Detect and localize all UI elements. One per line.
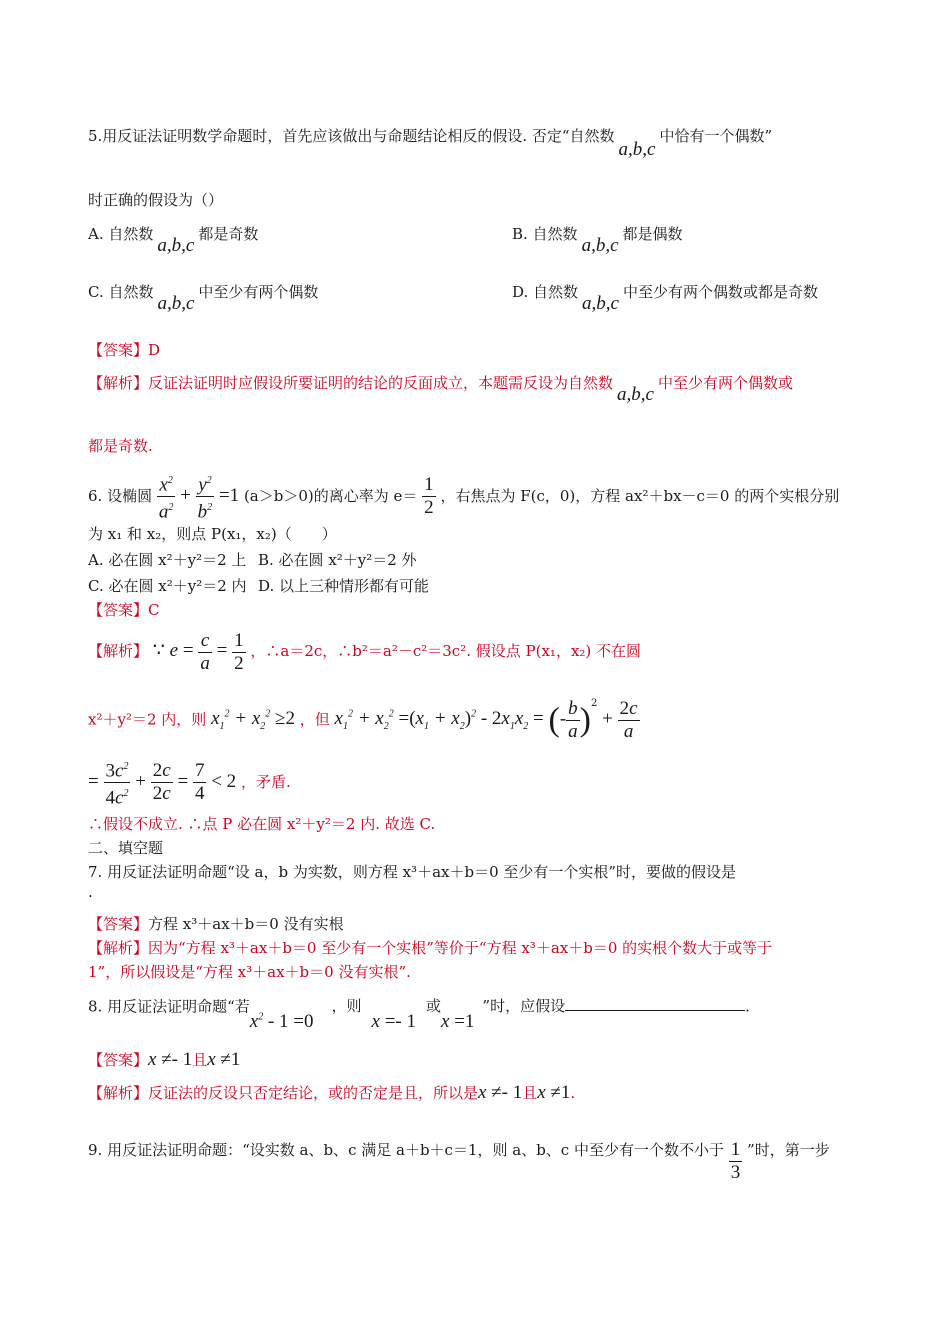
q5-option-d (512, 282, 818, 314)
y2-over-b2: $\frac{y^2}{b^2}$ (196, 470, 215, 524)
analysis-text: ，∴a＝2c，∴b²＝a²－c²＝3c². 假设点 P(x₁，x₂) 不在圆 (250, 642, 642, 660)
q8-answer (88, 1050, 240, 1070)
right-paren: ) (579, 701, 591, 739)
q5-stem-text-2: 中恰有一个偶数” (659, 127, 773, 145)
analysis-end: . (570, 1084, 576, 1102)
section-heading: 二、填空题 (88, 839, 164, 857)
answer-tag: 【答案】 (88, 1051, 149, 1069)
q6-condition: (a＞b＞0)的离心率为 e＝ (243, 486, 418, 505)
answer-value: C (148, 601, 160, 619)
answer-blank[interactable] (565, 996, 745, 1011)
abc-math: a,b,c (581, 235, 619, 256)
equals-sign: = (177, 770, 189, 792)
analysis-text-2: 中至少有两个偶数或 (657, 374, 793, 392)
q6-solution-line1 (88, 628, 641, 675)
because-e-equals: ∵ e = (152, 640, 194, 661)
analysis-text: 反证法证明时应假设所要证明的结论的反面成立，本题需反设为自然数 (148, 374, 614, 392)
c-over-a: $\frac{c}{a}$ (200, 629, 210, 674)
analysis-tag: 【解析】 (88, 1084, 149, 1102)
q5-analysis-line2: 都是奇数. (88, 437, 153, 455)
q6-option-d: D. 以上三种情形都有可能 (258, 577, 430, 595)
q7-stem-dot: . (88, 883, 93, 901)
answer-tag: 【答案】 (88, 915, 149, 933)
half-fraction: $\frac{1}{2}$ (234, 629, 244, 674)
q9-stem-text: 9. 用反证法证明命题：“设实数 a、b、c 满足 a＋b＋c＝1，则 a、b、c 中至少有一个数不小于 (88, 1141, 724, 1159)
analysis-tag: 【解析】 (88, 939, 149, 957)
x-neq-minus-1: x ≠- 1 (148, 1049, 193, 1070)
q8-analysis (88, 1083, 575, 1103)
answer-tag: 【答案】 (88, 341, 149, 359)
answer-value: 方程 x³＋ax＋b＝0 没有实根 (148, 915, 344, 933)
x-eq-1: x =1 (441, 1011, 475, 1033)
left-paren: ( (548, 701, 560, 739)
square-exponent: 2 (591, 698, 598, 710)
q8-stem-text-3: 或 (425, 997, 441, 1016)
q8-stem-text-5: . (745, 997, 750, 1016)
x2-minus-1-eq-0: $x^2 - 1 =0$ (249, 1011, 314, 1033)
one-third: $\frac{1}{3}$ (730, 1138, 741, 1183)
option-text: 中至少有两个偶数 (198, 283, 319, 301)
option-label: C. 自然数 (88, 283, 154, 301)
and-word: 且 (522, 1084, 538, 1102)
q9-stem (88, 1128, 830, 1183)
and-word: 且 (192, 1051, 208, 1069)
x-neq-minus-1: x ≠- 1 (478, 1082, 523, 1103)
q6-option-b: B. 必在圆 x²＋y²＝2 外 (258, 551, 417, 569)
option-text: 都是奇数 (198, 225, 259, 243)
option-label: D. 自然数 (512, 283, 579, 301)
less-than-two: < 2 (211, 770, 237, 792)
abc-math: a,b,c (157, 293, 195, 314)
2c-over-a: $\frac{2c}{a}$ (619, 697, 638, 742)
analysis-tag: 【解析】 (88, 374, 149, 392)
q6-answer (88, 600, 160, 620)
analysis-text: 反证法的反设只否定结论，或的否定是且，所以是 (148, 1084, 479, 1102)
abc-math: a,b,c (157, 235, 195, 256)
x-neq-1: x ≠1 (537, 1082, 571, 1103)
answer-value: D (148, 341, 161, 359)
abc-math: a,b,c (617, 384, 654, 405)
q8-stem-text-2: ，则 (331, 997, 362, 1016)
q9-stem-text-2: ”时，第一步 (747, 1141, 830, 1159)
3c2-over-4c2: $\frac{3c^2}{4c^2}$ (104, 756, 131, 810)
q8-stem (88, 992, 750, 1033)
abc-math: a,b,c (618, 139, 656, 160)
analysis-text-2: ，但 (299, 710, 330, 729)
q6-solution-line4: ∴假设不成立. ∴点 P 必在圆 x²＋y²＝2 内. 故选 C. (88, 815, 436, 833)
equals-sign: = (216, 640, 228, 661)
x1-x2-sum-ineq: $x_1^2 + x_2^2 \ge 2$ (211, 708, 295, 733)
x-eq-minus-1: x =- 1 (371, 1011, 416, 1033)
q5-option-c (88, 282, 319, 314)
q8-stem-text-4: ”时，应假设 (482, 997, 566, 1016)
2c-over-2c: $\frac{2c}{2c}$ (152, 760, 171, 805)
q7-analysis-line2: 1”，所以假设是“方程 x³＋ax＋b＝0 没有实根”. (88, 963, 411, 981)
x-neq-1: x ≠1 (207, 1049, 241, 1070)
q5-stem-text: 5.用反证法证明数学命题时，首先应该做出与命题结论相反的假设. 否定“自然数 (88, 127, 615, 145)
analysis-tag: 【解析】 (88, 642, 149, 660)
q5-option-a (88, 224, 259, 256)
q6-stem-line1 (88, 470, 839, 524)
q7-stem: 7. 用反证法证明命题“设 a，b 为实数，则方程 x³＋ax＋b＝0 至少有一个实根”时，要做的假设是 (88, 863, 737, 881)
q6-option-a: A. 必在圆 x²＋y²＝2 上 (88, 551, 247, 569)
q5-stem-line1 (88, 126, 773, 160)
option-text: 都是偶数 (622, 225, 683, 243)
option-text: 中至少有两个偶数或都是奇数 (622, 283, 818, 301)
analysis-text: 因为“方程 x³＋ax＋b＝0 至少有一个实根”等价于“方程 x³＋ax＋b＝0 的实根个数大于或等于 (148, 939, 773, 957)
q6-stem-mid: ，右焦点为 F(c，0)，方程 ax²＋bx－c＝0 的两个实根分别 (440, 486, 840, 505)
q7-answer (88, 914, 344, 934)
equals-one: =1 (218, 484, 240, 506)
sum-of-squares-expansion: $x_1^2 + x_2^2 =(x_1 + x_2)^2 - 2x_1x_2$ = (334, 708, 544, 733)
q5-stem-line2: 时正确的假设为（） (88, 191, 224, 209)
analysis-text: ，矛盾. (240, 772, 291, 791)
q6-solution-line3 (88, 756, 291, 810)
q5-option-b (512, 224, 683, 256)
q5-analysis-line1 (88, 373, 793, 405)
b-over-a: $\frac{b}{a}$ (568, 697, 578, 742)
q6-stem-line2: 为 x₁ 和 x₂，则点 P(x₁，x₂)（ ） (88, 525, 337, 543)
q7-analysis-line1 (88, 938, 772, 958)
plus-sign: + (602, 708, 613, 730)
minus-sign: - (559, 708, 567, 730)
seven-fourths: $\frac{7}{4}$ (194, 760, 205, 805)
q5-answer (88, 340, 160, 360)
q6-solution-line2 (88, 690, 640, 752)
half-fraction: $\frac{1}{2}$ (424, 474, 434, 519)
plus-sign: + (180, 484, 191, 506)
equals-sign: = (88, 770, 99, 792)
x2-over-a2: $\frac{x^2}{a^2}$ (157, 470, 176, 524)
q8-stem-text: 8. 用反证法证明命题“若 (88, 997, 250, 1016)
analysis-text: x²＋y²＝2 内，则 (88, 710, 207, 729)
option-label: A. 自然数 (88, 225, 154, 243)
option-label: B. 自然数 (512, 225, 578, 243)
plus-sign: + (135, 770, 146, 792)
q6-lead: 6. 设椭圆 (88, 486, 153, 505)
q6-option-c: C. 必在圆 x²＋y²＝2 内 (88, 577, 247, 595)
abc-math: a,b,c (582, 293, 619, 314)
answer-tag: 【答案】 (88, 601, 149, 619)
